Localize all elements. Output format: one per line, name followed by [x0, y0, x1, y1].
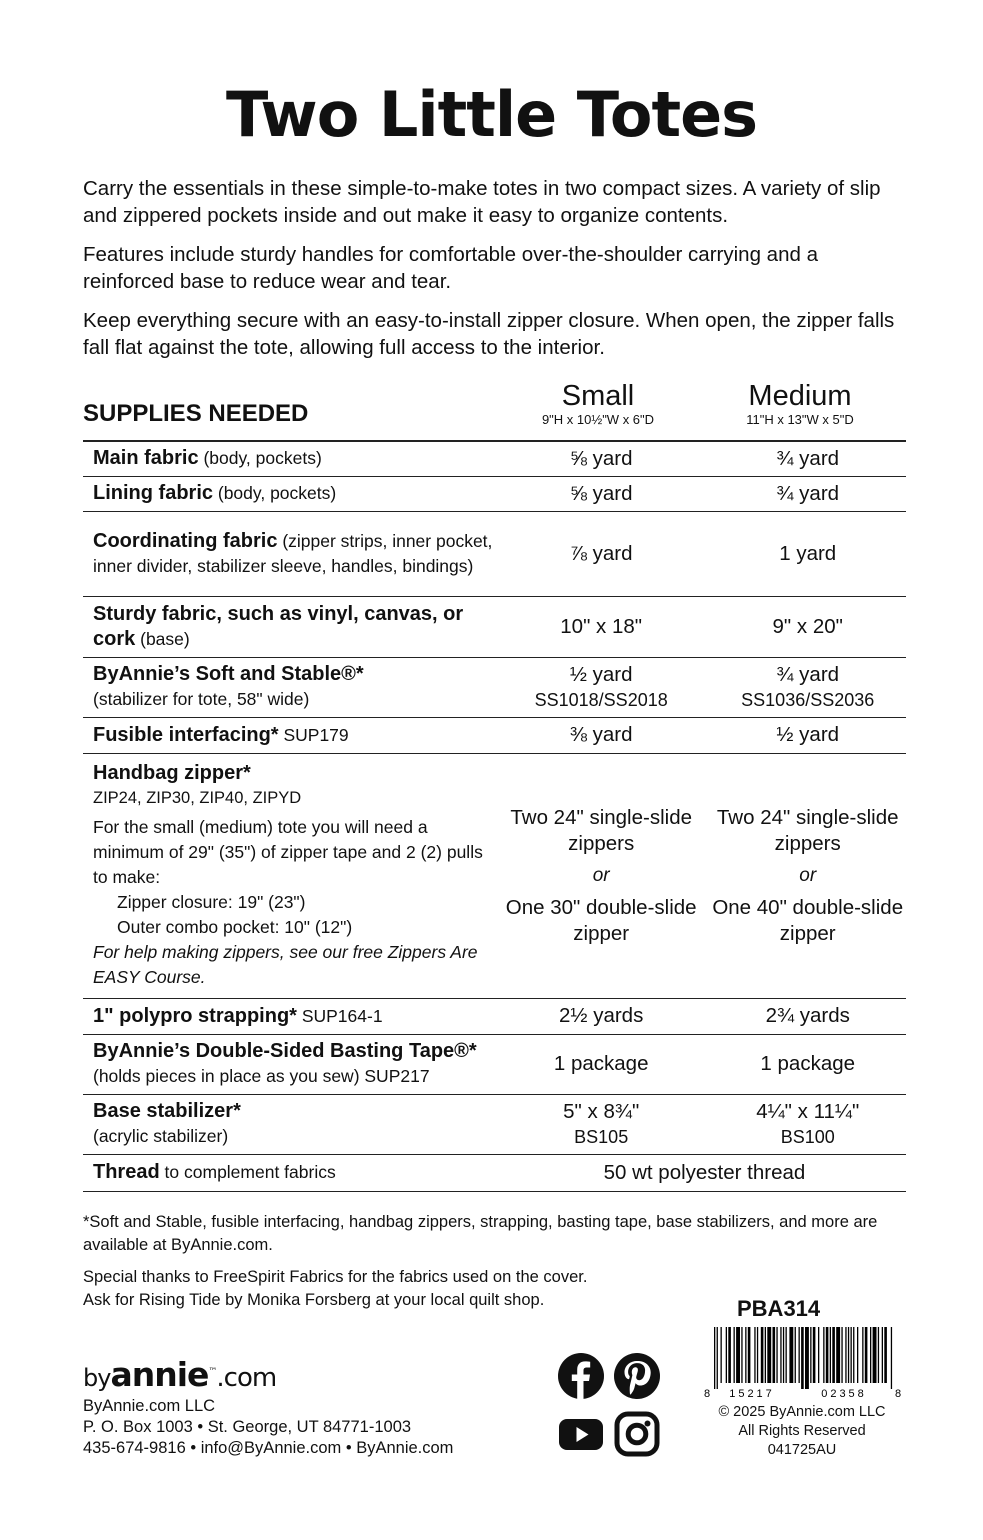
medium-quantity: 9" x 20" — [699, 596, 906, 657]
supply-item: ByAnnie’s Double-Sided Basting Tape®* (holds pieces in place as you sew) SUP217 — [83, 1034, 493, 1094]
table-row — [83, 998, 906, 1034]
barcode-bar — [734, 1327, 735, 1383]
barcode-bar — [878, 1327, 879, 1383]
instagram-icon[interactable] — [613, 1410, 661, 1458]
barcode-digit: 02358 — [821, 1388, 867, 1400]
medium-quantity: 4¼" x 11¼" BS100 — [699, 1094, 906, 1154]
barcode-bar — [862, 1327, 863, 1383]
small-quantity: ⅝ yard — [493, 441, 700, 476]
barcode-bar — [857, 1327, 858, 1383]
barcode-digit: 8 — [704, 1388, 711, 1400]
table-row — [83, 441, 906, 476]
barcode-bar — [773, 1327, 776, 1383]
barcode-digit: 15217 — [729, 1388, 775, 1400]
barcode-bar — [783, 1327, 784, 1383]
barcode-bar — [836, 1327, 840, 1383]
barcode-bar — [717, 1327, 718, 1389]
barcode-bar — [780, 1327, 781, 1383]
supply-item: Sturdy fabric, such as vinyl, canvas, or cork (base) — [83, 596, 493, 657]
barcode-digit: 8 — [895, 1388, 902, 1400]
barcode-bar — [801, 1327, 804, 1389]
size-header-medium — [700, 380, 900, 428]
barcode-bar — [823, 1327, 824, 1383]
barcode-bar — [745, 1327, 746, 1383]
supply-item: Base stabilizer* (acrylic stabilizer) — [83, 1094, 493, 1154]
table-row — [83, 511, 906, 596]
barcode-bar — [810, 1327, 811, 1383]
barcode-bar — [786, 1327, 787, 1383]
thanks-note: Special thanks to FreeSpirit Fabrics for the fabrics used on the cover. Ask for Rising Tide by Monika Forsberg at your local quilt shop. — [83, 1268, 588, 1309]
barcode-bar — [870, 1327, 871, 1383]
company-address — [83, 1396, 453, 1459]
product-code: PBA314 — [737, 1296, 821, 1321]
supply-item: 1" polypro strapping* SUP164-1 — [83, 998, 493, 1034]
supplies-table — [83, 440, 906, 1192]
medium-quantity: 1 package — [699, 1034, 906, 1094]
medium-quantity: Two 24" single-slide zippers or One 40" double-slide zipper — [699, 753, 906, 998]
barcode-bar — [832, 1327, 835, 1383]
table-row — [83, 1094, 906, 1154]
barcode-bar — [841, 1327, 842, 1383]
company-name: ByAnnie.com LLC — [83, 1397, 216, 1415]
barcode-bar — [721, 1327, 722, 1383]
size-dimensions: 11"H x 13"W x 5"D — [746, 412, 854, 427]
barcode-bar — [728, 1327, 731, 1383]
barcode-bar — [726, 1327, 727, 1383]
barcode-bar — [761, 1327, 764, 1383]
small-quantity: 5" x 8¾" BS105 — [493, 1094, 700, 1154]
barcode-bar — [813, 1327, 816, 1383]
supply-item: Main fabric (body, pockets) — [83, 441, 493, 476]
barcode-bar — [851, 1327, 852, 1383]
barcode-bar — [741, 1327, 742, 1383]
supplies-heading: SUPPLIES NEEDED — [83, 400, 309, 427]
barcode-bar — [767, 1327, 771, 1383]
barcode-bar — [865, 1327, 868, 1383]
size-name: Medium — [748, 380, 852, 412]
copyright-block: © 2025 ByAnnie.com LLC All Rights Reserved 041725AU — [718, 1404, 886, 1458]
barcode-bar — [882, 1327, 883, 1383]
medium-quantity: ¾ yard — [699, 476, 906, 511]
table-row — [83, 657, 906, 717]
small-quantity: ⅜ yard — [493, 717, 700, 753]
medium-quantity: 1 yard — [699, 511, 906, 596]
barcode-bar — [853, 1327, 854, 1383]
medium-quantity: ¾ yard SS1036/SS2036 — [699, 657, 906, 717]
barcode-bar — [757, 1327, 758, 1383]
footnote: *Soft and Stable, fusible interfacing, handbag zippers, strapping, basting tape, base stabilizers, and more are available at ByAnnie.com. — [83, 1213, 878, 1254]
barcode-bar — [754, 1327, 755, 1383]
barcode-bar — [748, 1327, 751, 1383]
barcode-bar — [776, 1327, 777, 1383]
barcode-bar — [830, 1327, 831, 1383]
supply-item: Lining fabric (body, pockets) — [83, 476, 493, 511]
barcode-bar — [873, 1327, 877, 1383]
barcode-bar — [799, 1327, 800, 1383]
small-quantity: 1 package — [493, 1034, 700, 1094]
facebook-icon[interactable] — [557, 1352, 605, 1400]
barcode-bar — [891, 1327, 892, 1389]
intro-paragraph: Carry the essentials in these simple-to-make totes in two compact sizes. A variety of slip and zippered pockets inside and out make it easy to organize contents. — [83, 177, 881, 227]
barcode-bar — [818, 1327, 819, 1383]
byannie-logo[interactable]: byannie™.com — [83, 1355, 277, 1394]
supply-item: Thread to complement fabrics — [83, 1154, 493, 1191]
barcode-bar — [795, 1327, 796, 1383]
size-name: Small — [561, 380, 635, 412]
page-title: Two Little Totes — [225, 78, 758, 151]
small-quantity: ⅝ yard — [493, 476, 700, 511]
supply-item: Handbag zipper* ZIP24, ZIP30, ZIP40, ZIPYD For the small (medium) tote you will need a minimum of 29" (35") of zipper tape and 2 (2) pulls to make: Zipper closure: 19" (23") Outer combo pocket: 10" (12") For help making zippers, see our free Zippers Are EASY Course. — [83, 753, 493, 998]
table-row — [83, 717, 906, 753]
medium-quantity: ½ yard — [699, 717, 906, 753]
barcode-bar — [848, 1327, 849, 1383]
supply-item: Fusible interfacing* SUP179 — [83, 717, 493, 753]
table-row — [83, 753, 906, 998]
barcode-bar — [805, 1327, 809, 1389]
size-dimensions: 9"H x 10½"W x 6"D — [541, 412, 655, 427]
supply-item: Coordinating fabric (zipper strips, inner pocket, inner divider, stabilizer sleeve, handles, bindings) — [83, 511, 493, 596]
small-quantity: 10" x 18" — [493, 596, 700, 657]
table-row — [83, 1154, 906, 1191]
table-row — [83, 1034, 906, 1094]
medium-quantity: ¾ yard — [699, 441, 906, 476]
small-quantity: Two 24" single-slide zippers or One 30" double-slide zipper — [493, 753, 700, 998]
supply-item: ByAnnie’s Soft and Stable®* (stabilizer for tote, 58" wide) — [83, 657, 493, 717]
small-quantity: ½ yard SS1018/SS2018 — [493, 657, 700, 717]
intro-paragraph: Keep everything secure with an easy-to-install zipper closure. When open, the zipper falls fall flat against the tote, allowing full access to the interior. — [83, 309, 895, 359]
barcode-bar — [736, 1327, 740, 1383]
barcode-bars — [714, 1327, 892, 1389]
intro-paragraph: Features include sturdy handles for comfortable over-the-shoulder carrying and a reinforced base to reduce wear and tear. — [83, 243, 818, 293]
both-sizes-quantity: 50 wt polyester thread — [493, 1154, 906, 1191]
pinterest-icon[interactable] — [613, 1352, 661, 1400]
contact-line: 435-674-9816 • info@ByAnnie.com • ByAnnie.com — [83, 1439, 454, 1457]
table-row — [83, 596, 906, 657]
table-row — [83, 476, 906, 511]
size-header-small — [498, 380, 698, 428]
youtube-icon[interactable] — [557, 1410, 605, 1458]
barcode-bar — [714, 1327, 715, 1389]
upc-barcode — [702, 1325, 902, 1401]
medium-quantity: 2¾ yards — [699, 998, 906, 1034]
postal-address: P. O. Box 1003 • St. George, UT 84771-1003 — [83, 1418, 412, 1436]
small-quantity: ⅞ yard — [493, 511, 700, 596]
barcode-bar — [884, 1327, 887, 1383]
barcode-bar — [789, 1327, 793, 1383]
barcode-bar — [826, 1327, 829, 1383]
small-quantity: 2½ yards — [493, 998, 700, 1034]
barcode-bar — [845, 1327, 846, 1383]
barcode-bar — [765, 1327, 766, 1383]
